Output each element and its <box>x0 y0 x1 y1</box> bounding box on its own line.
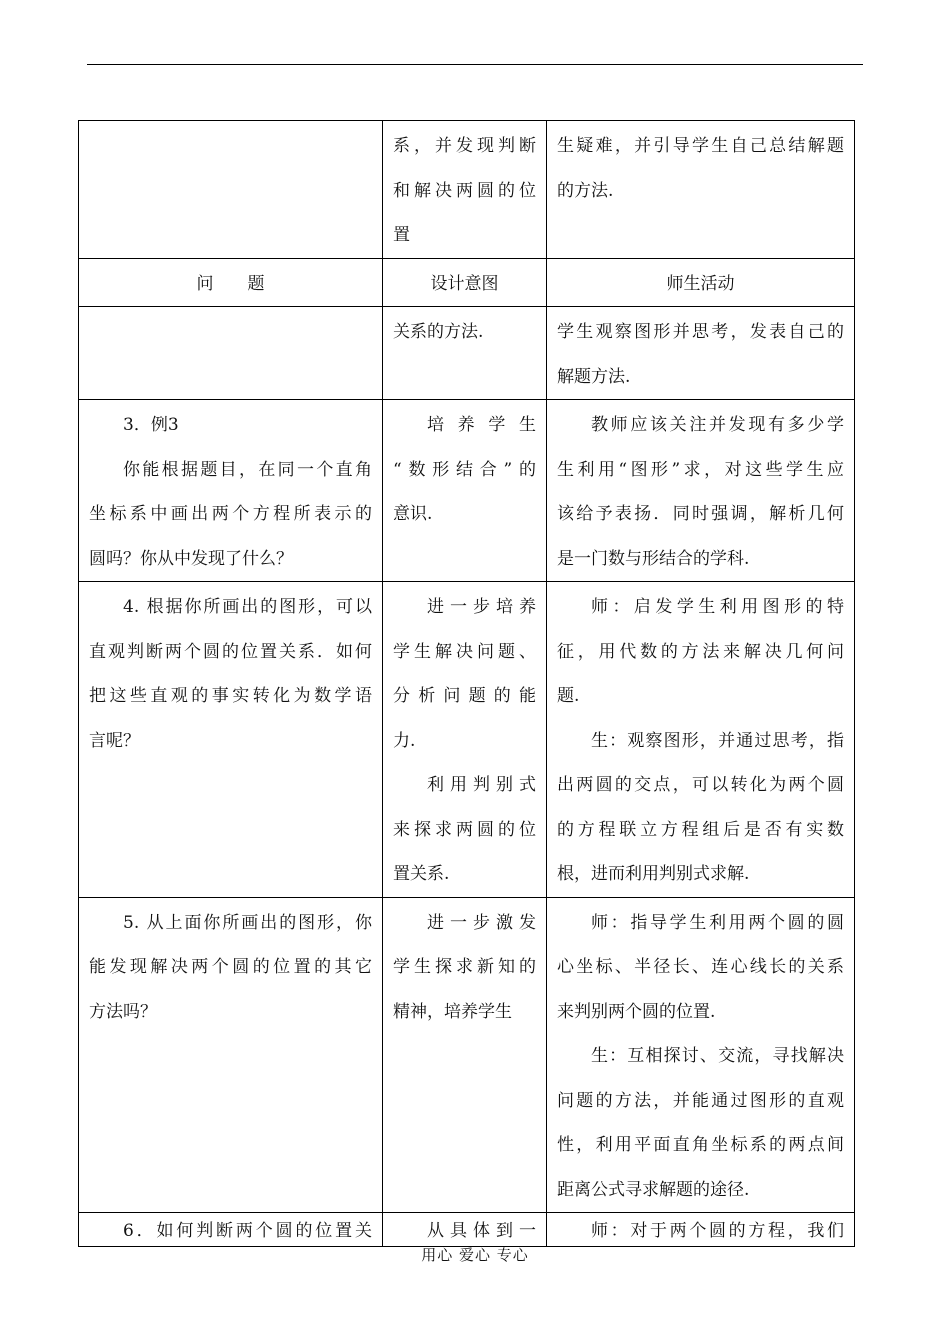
cell-question: 3．例3 你能根据题目，在同一个直角 坐标系中画出两个方程所表示的 圆吗？你从中发现了什么？ <box>79 400 383 582</box>
cell-activity: 师：对于两个圆的方程，我们 <box>547 1213 855 1247</box>
cell-question: 5. 从上面你所画出的图形，你 能发现解决两个圆的位置的其它 方法吗？ <box>79 897 383 1213</box>
cell-activity: 教师应该关注并发现有多少学 生利用“图形”求，对这些学生应 该给予表扬．同时强调，解析几何 是一门数与形结合的学科. <box>547 400 855 582</box>
cell-design-intent: 系，并发现判断 和解决两圆的位 置 <box>383 121 547 259</box>
table-row <box>79 307 855 400</box>
header-activity: 师生活动 <box>547 258 855 307</box>
header-rule <box>87 64 863 65</box>
cell-design-intent: 进一步培养 学生解决问题、 分析问题的能 力. 利用判别式 来探求两圆的位 置关系. <box>383 582 547 898</box>
cell-activity: 生疑难，并引导学生自己总结解题 的方法. <box>547 121 855 259</box>
table-row <box>79 121 855 259</box>
table-row <box>79 400 855 582</box>
cell-design-intent: 从具体到一 <box>383 1213 547 1247</box>
header-design-intent: 设计意图 <box>383 258 547 307</box>
cell-question <box>79 307 383 400</box>
header-question: 问 题 <box>79 258 383 307</box>
page-footer: 用心 爱心 专心 <box>421 1246 529 1264</box>
table-row <box>79 1213 855 1247</box>
cell-activity: 学生观察图形并思考，发表自己的 解题方法. <box>547 307 855 400</box>
cell-design-intent: 进一步激发 学生探求新知的 精神，培养学生 <box>383 897 547 1213</box>
cell-design-intent: 培养学生 “数形结合”的 意识. <box>383 400 547 582</box>
table-row <box>79 582 855 898</box>
cell-question: 6．如何判断两个圆的位置关 <box>79 1213 383 1247</box>
lesson-plan-table <box>78 120 855 1247</box>
cell-question: 4. 根据你所画出的图形，可以 直观判断两个圆的位置关系．如何 把这些直观的事实转化为数学语 言呢？ <box>79 582 383 898</box>
cell-design-intent: 关系的方法. <box>383 307 547 400</box>
cell-question <box>79 121 383 259</box>
cell-activity: 师：指导学生利用两个圆的圆 心坐标、半径长、连心线长的关系 来判别两个圆的位置. 生：互相探讨、交流，寻找解决 问题的方法，并能通过图形的直观 性，利用平面直角坐标系的两点间 距离公式寻求解题的途径. <box>547 897 855 1213</box>
cell-activity: 师：启发学生利用图形的特 征，用代数的方法来解决几何问 题. 生：观察图形，并通过思考，指 出两圆的交点，可以转化为两个圆 的方程联立方程组后是否有实数 根，进而利用判别式求解. <box>547 582 855 898</box>
table-header-row <box>79 258 855 307</box>
table-row <box>79 897 855 1213</box>
